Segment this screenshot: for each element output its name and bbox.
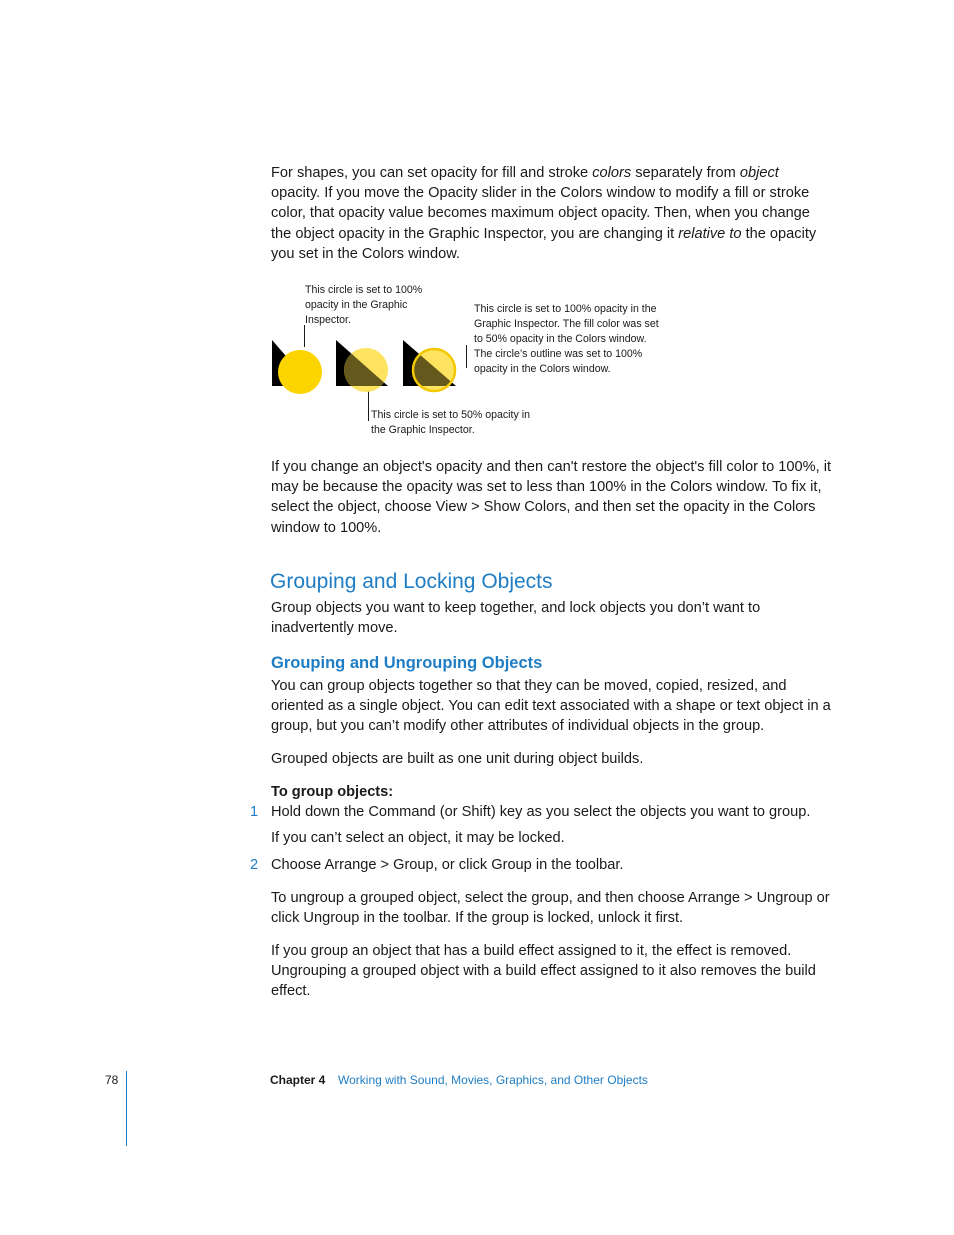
section-heading: Grouping and Locking Objects — [270, 570, 553, 593]
callout-bottom: This circle is set to 50% opacity in the Graphic Inspector. — [371, 409, 530, 436]
step-2-text: Choose Arrange > Group, or click Group in the toolbar. — [271, 857, 624, 873]
subsection-heading: Grouping and Ungrouping Objects — [271, 654, 543, 672]
page-number: 78 — [105, 1073, 119, 1087]
subsection-para-1: You can group objects together so that they can be moved, copied, resized, and oriented as a single object. You can edit text associated with a shape or text object in a group, but you can’t modify other attributes of individual objects in the group. — [271, 678, 831, 735]
footer-rule — [126, 1071, 127, 1146]
callout-left: This circle is set to 100% opacity in the Graphic Inspector. — [305, 284, 423, 326]
subsection-para-4: If you group an object that has a build effect assigned to it, the effect is removed. Ungrouping a grouped object with a build effect assigned to it also removes the build effect. — [271, 943, 816, 1000]
step-1-text: Hold down the Command (or Shift) key as you select the objects you want to group. — [271, 804, 811, 820]
example-100-percent — [272, 340, 322, 394]
step-2-number: 2 — [250, 857, 259, 873]
step-1-number: 1 — [250, 804, 259, 820]
footer-chapter-label: Chapter 4 — [270, 1073, 326, 1087]
section-intro: Group objects you want to keep together, and lock objects you don’t want to inadvertently move. — [271, 600, 761, 637]
intro-paragraph: For shapes, you can set opacity for fill and stroke colors separately from object opacity. If you move the Opacity slider in the Colors window to modify a fill or stroke color, that opacity value becomes maximum object opacity. Then, when you change the object opacity in the Graphic Inspector, you are changing it relative to the opacity you set in the Colors window. — [271, 165, 817, 262]
restore-paragraph: If you change an object's opacity and then can't restore the object's fill color to 100%, it may be because the opacity was set to less than 100% in the Colors window. To fix it, select the object, choose View > Show Colors, and then set the opacity in the Colors window to 100%. — [271, 459, 832, 536]
step-1-note: If you can’t select an object, it may be locked. — [271, 830, 565, 846]
opacity-figure — [268, 336, 468, 400]
task-title: To group objects: — [271, 784, 394, 800]
example-outline-100-percent — [403, 340, 456, 392]
subsection-para-3: To ungroup a grouped object, select the group, and then choose Arrange > Ungroup or click Ungroup in the toolbar. If the group is locked, unlock it first. — [271, 890, 830, 927]
subsection-para-2: Grouped objects are built as one unit during object builds. — [271, 751, 644, 767]
callout-right: This circle is set to 100% opacity in the Graphic Inspector. The fill color was set to 50% opacity in the Colors window. The circle’s outline was set to 100% opacity in the Colors window. — [474, 303, 659, 375]
example-50-percent — [336, 340, 388, 392]
footer-chapter-title: Working with Sound, Movies, Graphics, and Other Objects — [338, 1073, 648, 1087]
